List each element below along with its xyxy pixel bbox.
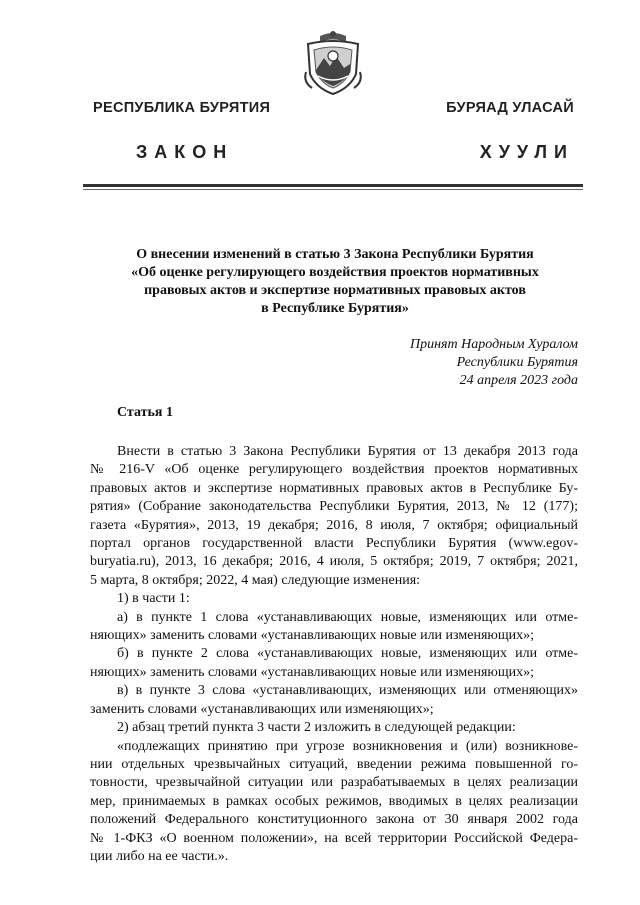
header-divider-thick	[83, 184, 583, 187]
body-line: портал органов государственной власти Республики Бурятия (www.egov-	[90, 536, 578, 552]
body-line: «подлежащих принятию при угрозе возникновения и (или) возникнове-	[117, 738, 578, 754]
law-title-line: О внесении изменений в статью 3 Закона Республики Бурятия	[136, 247, 534, 262]
body-line: няющих» заменить словами «устанавливающих новые или изменяющих»;	[90, 628, 535, 644]
adoption-note-line: Принят Народным Хуралом	[409, 337, 578, 352]
body-line: № 216-V «Об оценке регулирующего воздействия проектов нормативных	[90, 462, 578, 478]
article-body	[90, 443, 578, 866]
body-line: buryatia.ru), 2013, 16 декабря; 2016, 4 июля, 5 октября; 2019, 7 октября; 2021,	[90, 554, 578, 570]
body-line: № 1-ФКЗ «О военном положении», на всей территории Российской Федера-	[90, 830, 578, 846]
body-line: правовых актов и экспертизе нормативных правовых актов в Республике Бу-	[90, 480, 578, 496]
body-line: ции либо на ее части.».	[90, 848, 229, 864]
body-line: б) в пункте 2 слова «устанавливающих новые, изменяющих или отме-	[117, 646, 578, 662]
republic-name-buryat: БУРЯАД УЛАСАЙ	[446, 100, 574, 116]
body-line: газета «Бурятия», 2013, 19 декабря; 2016, 8 июля, 7 октября; официальный	[90, 517, 578, 533]
law-title-line: в Республике Бурятия»	[261, 301, 409, 316]
republic-name-russian: РЕСПУБЛИКА БУРЯТИЯ	[93, 100, 271, 116]
law-title-line: правовых актов и экспертизе нормативных правовых актов	[144, 283, 526, 298]
body-line: заменить словами «устанавливающих или изменяющих»;	[90, 701, 434, 717]
adoption-note-line: Республики Бурятия	[456, 355, 578, 370]
body-line: 5 марта, 8 октября; 2022, 4 мая) следующие изменения:	[90, 572, 421, 588]
header-divider-thin	[83, 189, 583, 190]
adoption-date: 24 апреля 2023 года	[459, 373, 578, 388]
body-line: Внести в статью 3 Закона Республики Бурятия от 13 декабря 2013 года	[117, 444, 578, 459]
buryatia-coat-of-arms-icon	[300, 28, 366, 96]
body-line: рятия» (Собрание законодательства Республики Бурятия, 2013, № 12 (177);	[90, 499, 578, 515]
law-title	[90, 246, 580, 318]
body-line: 1) в части 1:	[117, 591, 190, 607]
body-line: нии отдельных чрезвычайных ситуаций, введении режима повышенной го-	[90, 756, 578, 772]
body-line: положений Федерального конституционного закона от 30 января 2002 года	[90, 812, 578, 828]
body-line: 2) абзац третий пункта 3 части 2 изложить в следующей редакции:	[117, 720, 516, 736]
body-line: няющих» заменить словами «устанавливающих новые или изменяющих»;	[90, 664, 535, 680]
body-line: в) в пункте 3 слова «устанавливающих, изменяющих или отменяющих»	[117, 683, 578, 699]
body-line: а) в пункте 1 слова «устанавливающих новые, изменяющих или отме-	[117, 609, 578, 625]
article-heading: Статья 1	[117, 405, 173, 420]
law-title-line: «Об оценке регулирующего воздействия проектов нормативных	[131, 265, 539, 280]
body-line: мер, принимаемых в рамках особых режимов, вводимых в целях реализации	[90, 793, 578, 809]
adoption-note	[410, 336, 578, 390]
law-label-russian: ЗАКОН	[136, 142, 234, 162]
law-label-buryat: ХУУЛИ	[479, 142, 574, 162]
body-line: товности, чрезвычайной ситуации или разрабатываемых в целях реализации	[90, 775, 578, 791]
